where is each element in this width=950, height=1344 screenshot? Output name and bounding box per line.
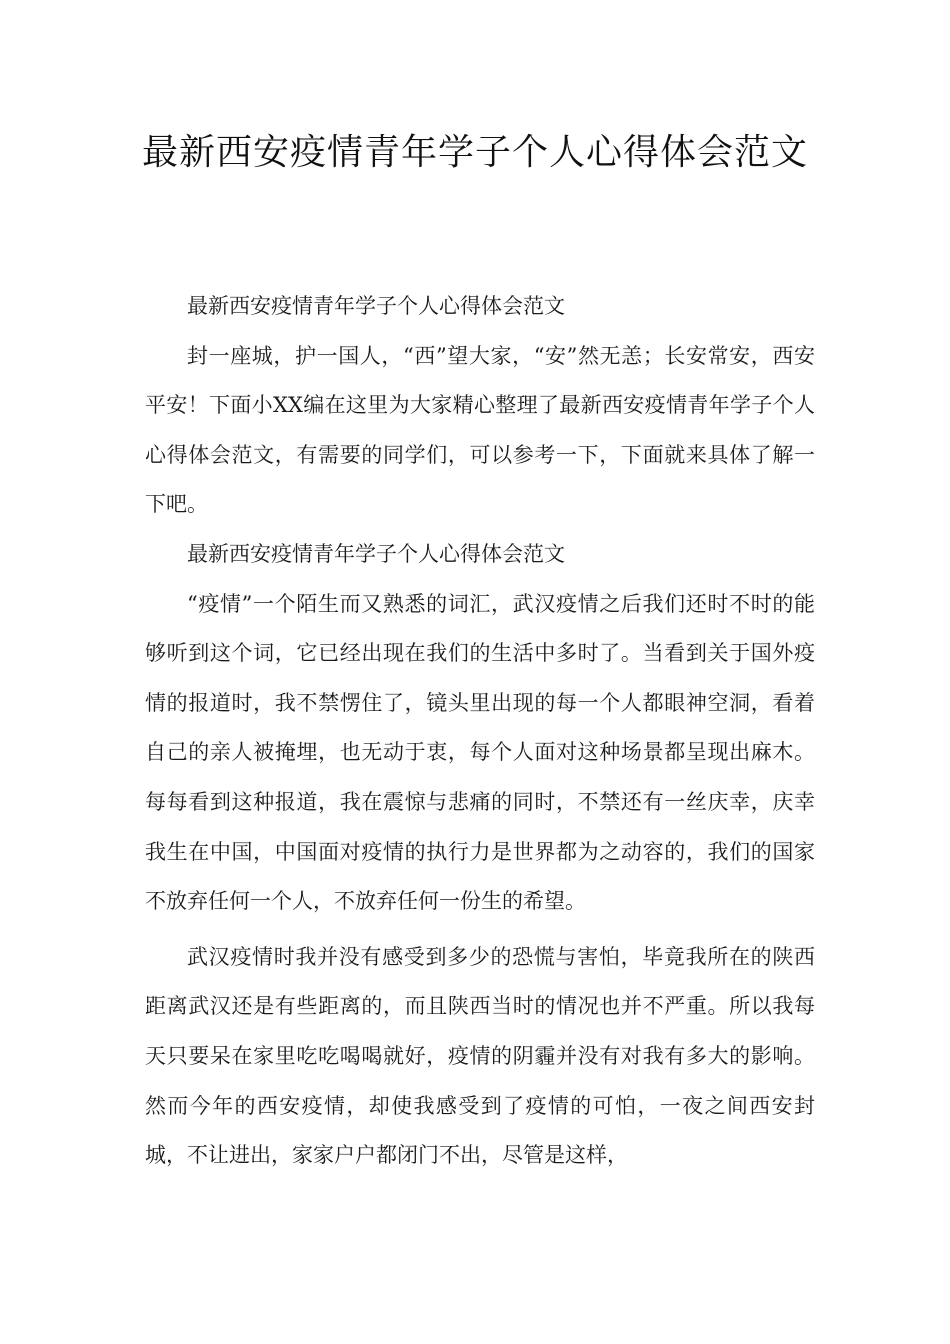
paragraph-body-1: “疫情”一个陌生而又熟悉的词汇，武汉疫情之后我们还时不时的能够听到这个词，它已经出现在我们的生活中多时了。当看到关于国外疫情的报道时，我不禁愣住了，镜头里出现的每一个人都眼神空洞，看着自己的亲人被掩埋，也无动于衷，每个人面对这种场景都呈现出麻木。每每看到这种报道，我在震惊与悲痛的同时，不禁还有一丝庆幸，庆幸我生在中国，中国面对疫情的执行力是世界都为之动容的，我们的国家不放弃任何一个人，不放弃任何一份生的希望。	[145, 591, 815, 914]
paragraph-body-2: 武汉疫情时我并没有感受到多少的恐慌与害怕，毕竟我所在的陕西距离武汉还是有些距离的，而且陕西当时的情况也并不严重。所以我每天只要呆在家里吃吃喝喝就好，疫情的阴霾并没有对我有多大的影响。然而今年的西安疫情，却使我感受到了疫情的可怕，一夜之间西安封城，不让进出，家家户户都闭门不出，尽管是这样，	[145, 944, 815, 1168]
document-body	[145, 282, 815, 1181]
paragraph-intro: 封一座城，护一国人，“西”望大家，“安”然无恙；长安常安，西安平安！下面小XX编在这里为大家精心整理了最新西安疫情青年学子个人心得体会范文，有需要的同学们，可以参考一下，下面就来具体了解一下吧。	[145, 343, 815, 517]
document-title: 最新西安疫情青年学子个人心得体会范文	[141, 132, 808, 173]
paragraph-subtitle: 最新西安疫情青年学子个人心得体会范文	[187, 294, 565, 318]
paragraph-section-heading: 最新西安疫情青年学子个人心得体会范文	[187, 541, 565, 566]
